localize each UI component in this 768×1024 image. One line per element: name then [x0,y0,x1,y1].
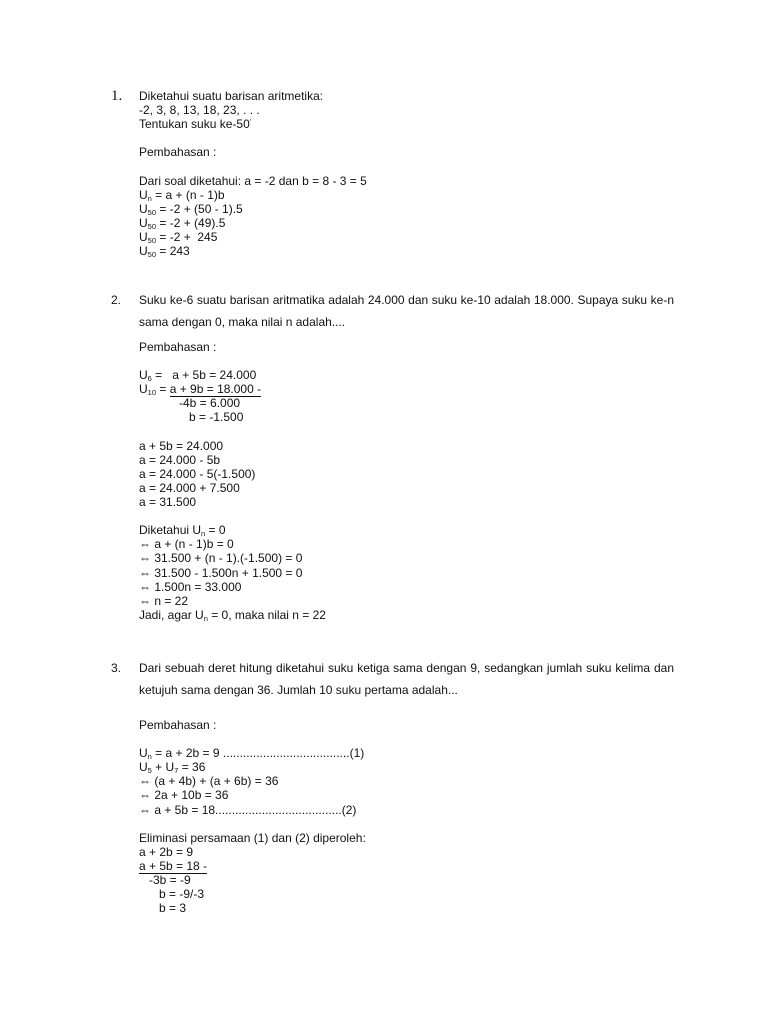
elimination-row: b = -1.500 [139,410,244,425]
problem-1-line-3: Tentukan suku ke-50' [139,117,252,132]
elimination-heading: Eliminasi persamaan (1) dan (2) diperoleh: [139,830,366,845]
elimination-row: b = 3 [139,901,187,916]
known-condition: Diketahui Un = 0 [139,523,226,539]
elimination-row: a + 2b = 9 [139,844,194,859]
problem-1-intro: Dari soal diketahui: a = -2 dan b = 8 - 3 = 5 [139,173,367,188]
problem-2-solution [139,340,326,622]
prime-mark: ' [249,119,252,127]
solve-step: ⇔ a + 5b = 18......................................(2) [139,802,357,817]
solve-step: ⇔ 31.500 + (n - 1).(-1.500) = 0 [139,551,303,566]
problem-1-line-1: Diketahui suatu barisan aritmetika: [139,89,324,103]
substitution-step: a = 24.000 - 5b [139,452,221,467]
solve-step: ⇔ n = 22 [139,593,189,608]
elimination-row: -4b = 6.000 [139,396,241,411]
substitution-step: a = 24.000 + 7.500 [139,480,240,495]
problem-2-number: 2. [111,293,122,307]
problem-1 [139,89,367,258]
solve-step: ⇔ 31.500 - 1.500n + 1.500 = 0 [139,565,303,580]
problem-2-heading: Pembahasan : [139,340,217,354]
problem-1-step: U50 = -2 + (49).5 [139,215,226,231]
problem-2-question: Suku ke-6 suatu barisan aritmatika adalah 24.000 dan suku ke-10 adalah 18.000. Supaya suku ke-n sama dengan 0, maka nilai n adalah.... [139,293,674,329]
substitution-step: a = 24.000 - 5(-1.500) [139,466,256,481]
elimination-row: U10 = a + 9b = 18.000 - [139,382,262,398]
problem-1-number: 1. [111,88,123,104]
conclusion: Jadi, agar Un = 0, maka nilai n = 22 [139,607,326,623]
elimination-row: U6 = a + 5b = 24.000 [139,368,257,384]
problem-1-line-2: -2, 3, 8, 13, 18, 23, . . . [139,103,260,118]
problem-1-step: U50 = 243 [139,244,190,260]
elimination-row: -3b = -9 [139,873,191,888]
problem-3-number: 3. [111,661,122,675]
solve-step: ⇔ 2a + 10b = 36 [139,788,229,803]
substitution-step: a + 5b = 24.000 [139,438,224,453]
solve-step: ⇔ a + (n - 1)b = 0 [139,537,234,552]
equation-1: Un = a + 2b = 9 ......................................(1) [139,746,365,762]
elimination-row: b = -9/-3 [139,887,205,902]
solve-step: ⇔ (a + 4b) + (a + 6b) = 36 [139,774,279,789]
problem-1-step: U50 = -2 + 245 [139,229,218,245]
problem-3-solution [139,718,366,915]
solve-step: ⇔ 1.500n = 33.000 [139,579,242,594]
problem-3-question: Dari sebuah deret hitung diketahui suku ketiga sama dengan 9, sedangkan jumlah suku kelima dan ketujuh sama dengan 36. Jumlah 10 suku pertama adalah... [139,661,674,697]
problem-1-step: Un = a + (n - 1)b [139,187,225,203]
problem-3-heading: Pembahasan : [139,718,217,732]
problem-1-heading: Pembahasan : [139,145,217,160]
substitution-step: a = 31.500 [139,495,197,510]
problem-1-step: U50 = -2 + (50 - 1).5 [139,201,243,217]
equation-2: U5 + U7 = 36 [139,760,206,776]
elimination-row: a + 5b = 18 - [139,858,208,873]
